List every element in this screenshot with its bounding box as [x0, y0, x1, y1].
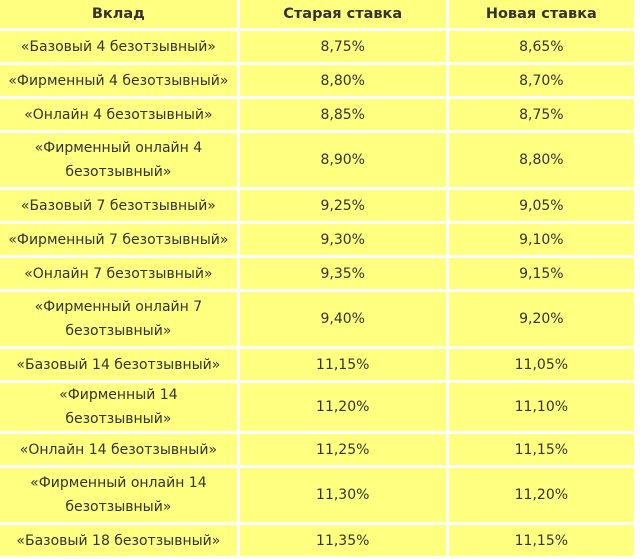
table-row	[0, 434, 634, 465]
table-row	[0, 525, 634, 556]
deposit-name: «Фирменный онлайн 14 безотзывный»	[0, 468, 237, 522]
old-rate: 11,20%	[240, 383, 446, 431]
new-rate: 8,70%	[449, 65, 634, 96]
table-row	[0, 133, 634, 187]
table-row	[0, 468, 634, 522]
new-rate: 11,15%	[449, 525, 634, 556]
old-rate: 8,75%	[240, 31, 446, 62]
old-rate: 11,35%	[240, 525, 446, 556]
header-deposit: Вклад	[0, 0, 237, 28]
deposit-name: «Онлайн 4 безотзывный»	[0, 99, 237, 130]
deposit-name: «Фирменный 7 безотзывный»	[0, 224, 237, 255]
table-row	[0, 99, 634, 130]
deposit-name: «Онлайн 7 безотзывный»	[0, 258, 237, 289]
new-rate: 11,15%	[449, 434, 634, 465]
table-row	[0, 383, 634, 431]
table-row	[0, 292, 634, 346]
new-rate: 11,20%	[449, 468, 634, 522]
old-rate: 9,30%	[240, 224, 446, 255]
deposit-name: «Фирменный 14 безотзывный»	[0, 383, 237, 431]
deposit-name: «Фирменный онлайн 4 безотзывный»	[0, 133, 237, 187]
table-row	[0, 31, 634, 62]
deposit-name: «Базовый 7 безотзывный»	[0, 190, 237, 221]
table-row	[0, 349, 634, 380]
new-rate: 8,65%	[449, 31, 634, 62]
header-old-rate: Старая ставка	[240, 0, 446, 28]
old-rate: 11,25%	[240, 434, 446, 465]
header-new-rate: Новая ставка	[449, 0, 634, 28]
new-rate: 8,75%	[449, 99, 634, 130]
new-rate: 9,20%	[449, 292, 634, 346]
deposit-name: «Фирменный онлайн 7 безотзывный»	[0, 292, 237, 346]
table-row	[0, 190, 634, 221]
new-rate: 11,05%	[449, 349, 634, 380]
table-row	[0, 258, 634, 289]
old-rate: 9,25%	[240, 190, 446, 221]
deposit-name: «Фирменный 4 безотзывный»	[0, 65, 237, 96]
old-rate: 11,30%	[240, 468, 446, 522]
old-rate: 8,85%	[240, 99, 446, 130]
deposit-name: «Базовый 18 безотзывный»	[0, 525, 237, 556]
table-row	[0, 65, 634, 96]
new-rate: 9,10%	[449, 224, 634, 255]
table-row	[0, 224, 634, 255]
old-rate: 8,90%	[240, 133, 446, 187]
old-rate: 9,40%	[240, 292, 446, 346]
table-header-row	[0, 0, 634, 28]
deposit-name: «Базовый 14 безотзывный»	[0, 349, 237, 380]
new-rate: 11,10%	[449, 383, 634, 431]
new-rate: 8,80%	[449, 133, 634, 187]
old-rate: 9,35%	[240, 258, 446, 289]
new-rate: 9,15%	[449, 258, 634, 289]
deposit-name: «Онлайн 14 безотзывный»	[0, 434, 237, 465]
new-rate: 9,05%	[449, 190, 634, 221]
deposit-name: «Базовый 4 безотзывный»	[0, 31, 237, 62]
old-rate: 8,80%	[240, 65, 446, 96]
old-rate: 11,15%	[240, 349, 446, 380]
